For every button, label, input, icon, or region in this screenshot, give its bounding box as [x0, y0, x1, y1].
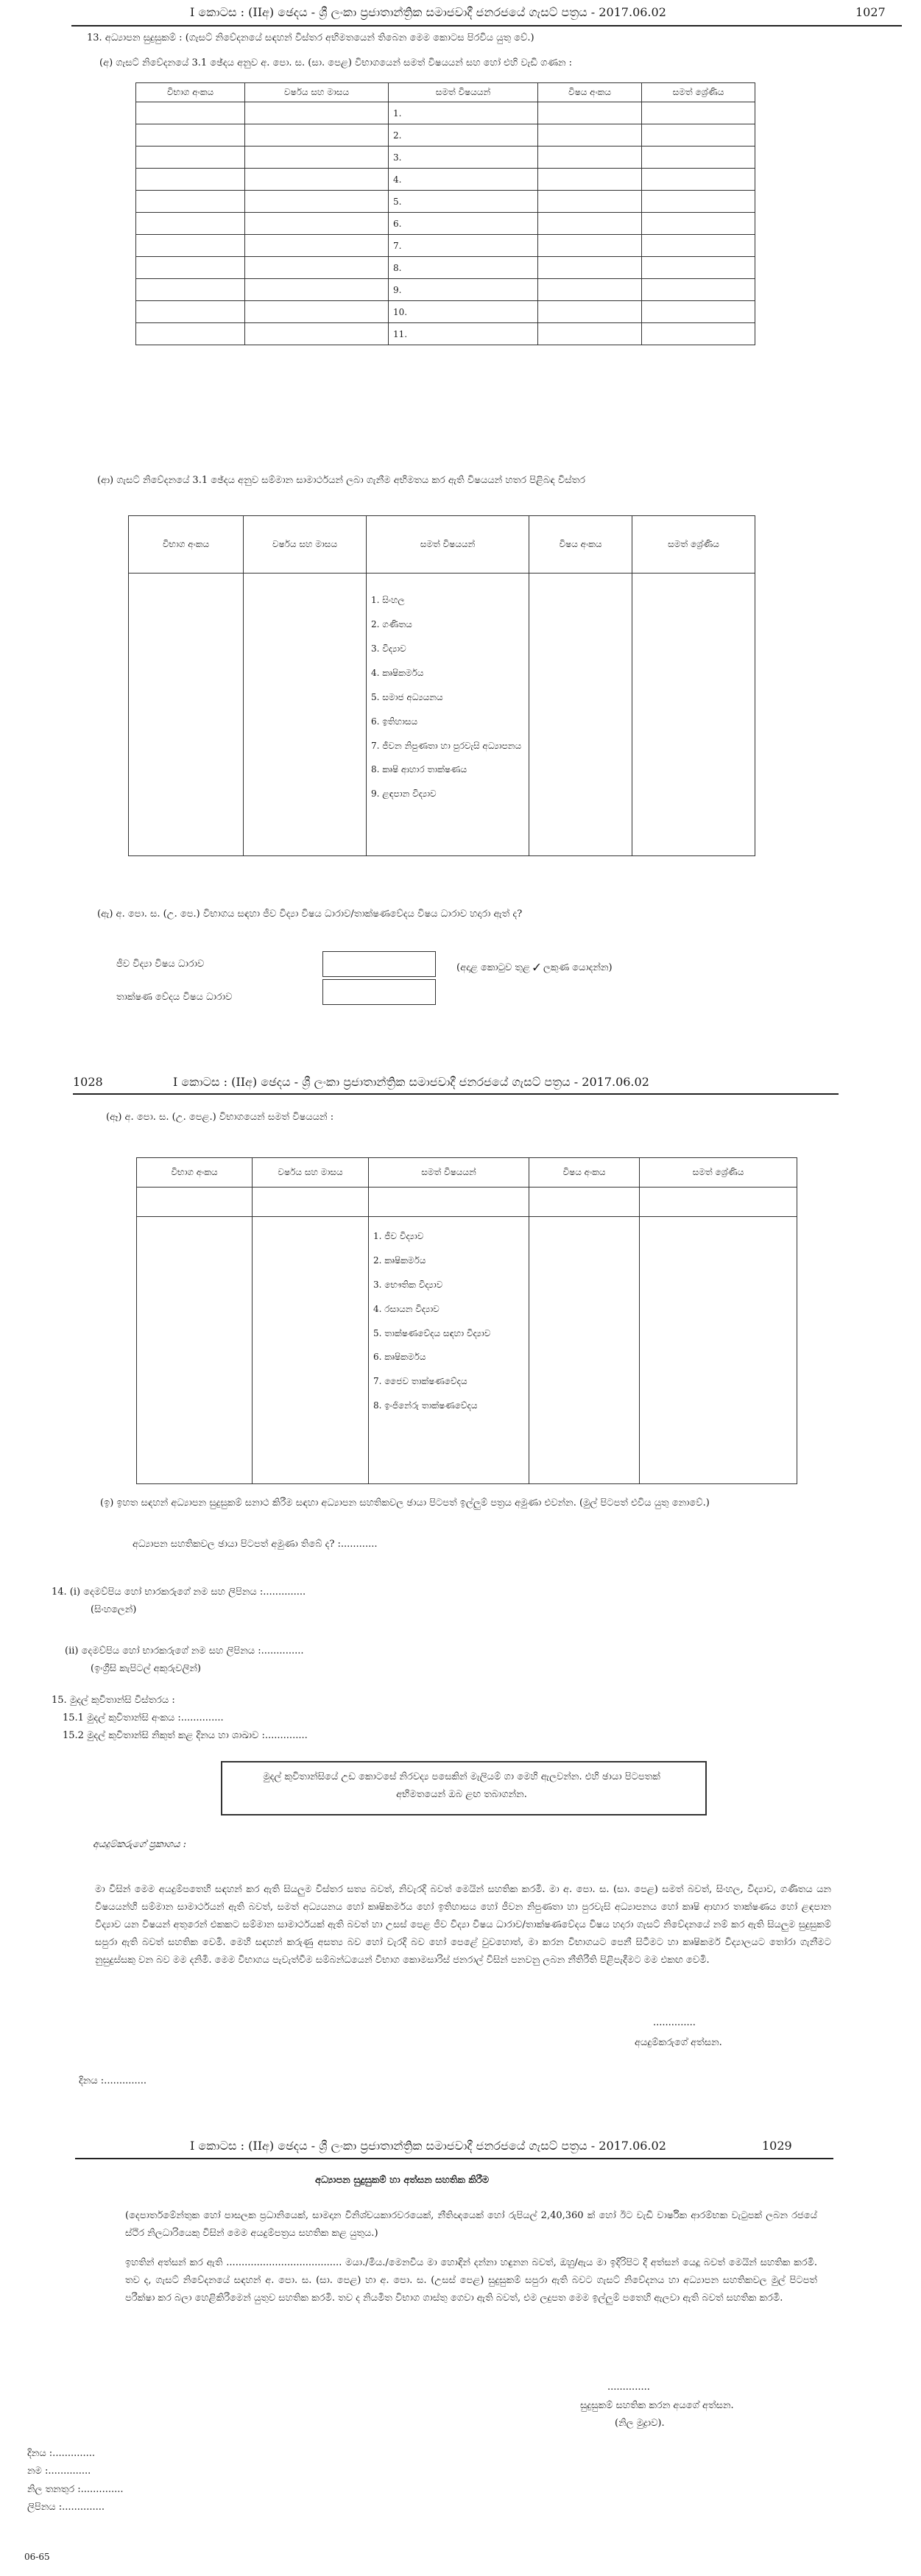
table-row: [137, 1217, 797, 1484]
table-row: [136, 191, 755, 213]
certifier-name-field: නම :..............: [27, 2466, 91, 2477]
certifier-date-field: දිනය :..............: [27, 2448, 96, 2459]
list-item: 7. ජීවන නිපුණතා හා පුරවැසි අධ්‍යාපනය: [371, 741, 522, 751]
certification-title: අධ්‍යාපන සුදුසුකම් හා අත්සන සහතික කිරීම: [315, 2175, 490, 2186]
q14-ii-sub: (ඉංග්‍රීසි කැපිටල් අකුරුවලින්): [91, 1663, 201, 1674]
list-item: 3. භෞතික විද්‍යාව: [373, 1280, 443, 1290]
row-number: 9.: [389, 279, 538, 301]
table-row: [136, 213, 755, 235]
official-seal-label: (නිල මුද්‍රාව).: [615, 2418, 665, 2429]
table-ol-subjects: [135, 82, 755, 345]
page3-header-title: I කොටස : (IIඅ) ඡෙදය - ශ්‍රී ලංකා ප්‍රජාතාන්ත්‍රික සමාජවාදී ජනරජයේ ගැසට් පත්‍රය - 2017.06.02: [190, 2139, 666, 2153]
page2-header-page-number: 1028: [73, 1075, 103, 1089]
receipt-paste-note: මුදල් කුවිතාන්සියේ උඩ කොටසේ නිරවද්‍ය පසෙකින් මැලියම් ගා මෙහි ඇලවන්න. එහි ඡායා පිටපතක් අභිමතයෙන් ඔබ ළඟ තබාගන්න.: [263, 1771, 660, 1800]
col-header: සමත් විෂයයන්: [389, 83, 538, 102]
page3-header-page-number: 1029: [762, 2139, 792, 2153]
row-number: 11.: [389, 323, 538, 345]
list-item: 6. කෘෂිකර්මය: [373, 1352, 426, 1362]
page2-header-rule: [73, 1093, 839, 1095]
row-number: 1.: [389, 102, 538, 124]
certifier-signature-label: සුදුසුකම් සහතික කරන අයගේ අත්සන.: [580, 2400, 734, 2411]
table-row: [136, 102, 755, 124]
row-number: 10.: [389, 301, 538, 323]
declaration-body: මා විසින් මෙම අයදුම්පතෙහි සඳහන් කර ඇති සියලුම විස්තර සත්‍ය බවත්, නිවැරදි බවත් මෙයින් සහතික කරමි. මා අ. පො. ස. (සා. පෙළ) සමත් බවත්, සිංහල, විද්‍යාව, ගණිතය යන විෂයයන්හි සම්මාන සාමාර්ථයන් ඇති බවත්, සමත් අධ්‍යයනය හෝ කෘෂිකර්මය හෝ ඉතිහාසය හෝ ජීවන නිපුණතා හා පුරවැසි අධ්‍යාපනය හෝ කෘෂි ආහාර තාක්ෂණය හෝ ළඳපාන විද්‍යාව යන විෂයන් අතුරෙන් එකකට සම්මාන සාමාර්ථයක් ඇති බවත් හා උසස් පෙළ ජීව විද්‍යා විෂය ධාරාව/තාක්ෂණවේදය විෂය හදාරා ගැසට් නිවේදනයේ නම් කර ඇති සියලුම සුදුසුකම් සපුරා ඇති බවත් සහතික වෙමි. මෙහි සඳහන් කරුණු අසත්‍ය බව හෝ වැරදි බව හෝ පෙළේ වුවහොත්, මා කරන විභාගයට පෙනී සිටීමට හා කෘෂිකර්ම විද්‍යාලයට තෝරා ගැනීමට නුසුදුස්සකු වන බව මම දනිමි. මෙම විභාගය පැවැත්වීම සම්බන්ධයෙන් විභාග කොමසාරිස් ජනරාල් විසින් පනවනු ලබන නීතිරීති පිළිපැදීමට මම එකඟ වෙමි.: [95, 1884, 831, 1966]
col-header: සමත් ශ්‍රේණිය: [632, 516, 755, 574]
tick-instruction: (අදාළ කොටුව තුළ ✓ ලකුණ යොදන්න): [456, 962, 613, 973]
q13ae-question: (ඇ) අ. පො. ස. (උ. පෙ.) විභාගය සඳහා ජීව විද්‍යා විෂය ධාරාව/තාක්ෂණවේදය විෂය ධාරාව හදාරා ඇත් ද?: [97, 908, 523, 920]
q13e-instruction: (ඉ) ඉහත සඳහන් අධ්‍යාපන සුදුසුකම් සනාථ කිරීම සඳහා අධ්‍යාපන සහතිකවල ඡායා පිටපත් ඉල්ලුම් පත්‍රය අමුණා එවන්න. (මුල් පිටපත් එවිය යුතු නොවේ.): [100, 1497, 710, 1508]
al-subject-list: [373, 1224, 524, 1417]
page2-header-title: I කොටස : (IIඅ) ඡෙදය - ශ්‍රී ලංකා ප්‍රජාතාන්ත්‍රික සමාජවාදී ජනරජයේ ගැසට් පත්‍රය - 2017.06.02: [173, 1075, 649, 1089]
table-row: [137, 1188, 797, 1217]
list-item: 3. විද්‍යාව: [371, 643, 406, 654]
declaration-date-field: දිනය :..............: [79, 2075, 147, 2086]
col-header: විෂය අංකය: [538, 83, 642, 102]
col-header: විභාග අංකය: [129, 516, 244, 574]
list-item: 7. ජෛව තාක්ෂණවේදය: [373, 1376, 467, 1386]
table-row: [136, 124, 755, 147]
footer-code: 06-65: [24, 2552, 50, 2562]
q14-i-sub: (සිංහලෙන්): [91, 1604, 137, 1615]
list-item: 1. ජීව විද්‍යාව: [373, 1231, 424, 1241]
table-row: [136, 147, 755, 169]
receipt-paste-box: [221, 1761, 707, 1815]
row-number: 4.: [389, 169, 538, 191]
certifier-designation-field: නිල තනතුර :..............: [27, 2484, 124, 2495]
table-row: [136, 279, 755, 301]
list-item: 8. ඉංජිනේරු තාක්ෂණවේදය: [373, 1400, 478, 1411]
col-header: විභාග අංකය: [137, 1158, 253, 1188]
list-item: 8. කෘෂි ආහාර තාක්ෂණය: [371, 764, 467, 774]
col-header: වර්ෂය සහ මාසය: [253, 1158, 369, 1188]
row-number: 6.: [389, 213, 538, 235]
col-header: වර්ෂය සහ මාසය: [245, 83, 389, 102]
row-number: 5.: [389, 191, 538, 213]
table-distinction-subjects: [128, 515, 755, 856]
table-row: [136, 323, 755, 345]
col-header: සමත් ශ්‍රේණිය: [642, 83, 755, 102]
list-item: 9. ළඳපාන විද්‍යාව: [371, 788, 437, 799]
tech-stream-label: තාක්ෂණ වේදය විෂය ධාරාව: [116, 992, 233, 1003]
col-header: සමත් ශ්‍රේණිය: [640, 1158, 797, 1188]
q14-i-label: 14. (i) දෙමව්පිය හෝ භාරකරුගේ නම සහ ලිපිනය :..............: [52, 1587, 306, 1598]
table-row: [136, 169, 755, 191]
row-number: 2.: [389, 124, 538, 147]
certifier-address-field: ලිපිනය :..............: [27, 2502, 105, 2513]
list-item: 1. සිංහල: [371, 595, 405, 605]
q13ai-label: (ඈ) අ. පො. ස. (උ. පෙළ.) විභාගයෙන් සමත් විෂයයන් :: [106, 1112, 334, 1123]
table-row: [136, 235, 755, 257]
applicant-signature-line: ..............: [653, 2017, 696, 2028]
page1-header-rule: [71, 25, 902, 27]
col-header: විභාග අංකය: [136, 83, 245, 102]
applicant-signature-label: අයදුම්කරුගේ අත්සන.: [635, 2037, 722, 2048]
row-number: 8.: [389, 257, 538, 279]
q15-1-label: 15.1 මුදල් කුවිතාන්සි අංකය :..............: [63, 1712, 224, 1723]
certification-body: ඉහතින් අත්සන් කර ඇති ...................................... මයා./මිය./මෙනවිය මා හොඳින් දන්නා හඳුනන බවත්, ඔහු/ඇය මා ඉදිරිපිට දී අත්සන් යෙදූ බවත් මෙයින් සහතික කරමි. තව ද, ගැසට් නිවේදනයේ සඳහන් අ. පො. ස. (සා. පෙළ) හා අ. පො. ස. (උසස් පෙළ) සුදුසුකම් සපුරා ඇති බවට ගැසට් නිවේදනය හා අධ්‍යාපන සහතිකවල මුල් පිටපත් පරීක්ෂා කර බලා හෙළිකිරීමෙන් යුතුව සහතික කරමි. තව ද නියමිත විභාග ගාස්තු ගෙවා ඇති බවත්, එම ලදුපත මෙම ඉල්ලුම් පතෙහි ඇලවා ඇති බවත් සහතික කරමි.: [125, 2257, 817, 2304]
bio-stream-checkbox[interactable]: [322, 951, 436, 977]
col-header: සමත් විෂයයන්: [367, 516, 529, 574]
list-item: 2. කෘෂිකර්මය: [373, 1255, 426, 1266]
col-header: වර්ෂය සහ මාසය: [244, 516, 367, 574]
table-row: [129, 574, 755, 856]
table-row: [136, 301, 755, 323]
q13aa-label: (ආ) ගැසට් නිවේදනයේ 3.1 ඡේදය අනුව සම්මාන සාමාර්ථයන් ලබා ගැනීම අභිමතය කර ඇති විෂයයන් හතර පිළිබඳ විස්තර: [97, 475, 586, 486]
list-item: 6. ඉතිහාසය: [371, 716, 418, 727]
page1-header-page-number: 1027: [855, 5, 886, 19]
table-row: [136, 257, 755, 279]
certification-intro: (දෙපාර්තමේන්තුක හෝ පාසලක ප්‍රධානියෙක්, සාමදාන විනිශ්චයකාරවරයෙක්, නීතිඥයෙක් හෝ රුපියල් 2,40,360 ක් හෝ ඊට වැඩි වාර්ෂික ආරම්භක වැටුපක් ලබන රජයේ ස්ථිර නිලධාරියෙකු විසින් මෙම අයදුම්පත්‍රය සහතික කළ යුතුය.): [125, 2210, 817, 2239]
list-item: 5. සමාජ අධ්‍යයනය: [371, 692, 443, 702]
certifier-signature-line: ..............: [607, 2382, 650, 2393]
declaration-title: අයදුම්කරුගේ ප්‍රකාශය :: [93, 1839, 186, 1850]
q15-heading: 15. මුදල් කුවිතාන්සි විස්තරය :: [52, 1695, 175, 1706]
bio-stream-label: ජීව විද්‍යා විෂය ධාරාව: [116, 959, 205, 970]
list-item: 2. ගණිතය: [371, 619, 412, 629]
col-header: විෂය අංකය: [529, 1158, 640, 1188]
tech-stream-checkbox[interactable]: [322, 979, 436, 1005]
col-header: සමත් විෂයයන්: [369, 1158, 529, 1188]
distinction-subject-list: [371, 588, 524, 806]
page1-header-title: I කොටස : (IIඅ) ඡෙදය - ශ්‍රී ලංකා ප්‍රජාතාන්ත්‍රික සමාජවාදී ජනරජයේ ගැසට් පත්‍රය - 2017.06.02: [190, 5, 666, 19]
list-item: 5. තාක්ෂණවේදය සඳහා විද්‍යාව: [373, 1328, 491, 1338]
row-number: 3.: [389, 147, 538, 169]
page3-header-rule: [75, 2158, 833, 2159]
q15-2-label: 15.2 මුදල් කුවිතාන්සි නිකුත් කළ දිනය හා ශාඛාව :..............: [63, 1730, 308, 1741]
list-item: 4. රසායන විද්‍යාව: [373, 1304, 440, 1314]
q14-ii-label: (ii) දෙමව්පිය හෝ භාරකරුගේ නම සහ ලිපිනය :..............: [65, 1645, 304, 1656]
col-header: විෂය අංකය: [529, 516, 632, 574]
list-item: 4. කෘෂිකර්මය: [371, 668, 424, 678]
table-al-subjects: [136, 1157, 797, 1484]
q13-heading: 13. අධ්‍යාපන සුදුසුකම් : (ගැසට් නිවේදනයේ සඳහන් විස්තර අභිමතයෙන් තිබෙන මෙම කොටස පිරවිය යුතු වේ.): [87, 32, 534, 43]
row-number: 7.: [389, 235, 538, 257]
q13a-label: (අ) ගැසට් නිවේදනයේ 3.1 ඡේදය අනුව අ. පො. ස. (සා. පෙළ) විභාගයෙන් සමත් විෂයයන් සහ හෝ එහි වැඩි ගණන :: [99, 57, 573, 68]
certificates-attached-question: අධ්‍යාපන සහතිකවල ඡායා පිටපත් අමුණා තිබේ ද? :............: [133, 1539, 378, 1550]
